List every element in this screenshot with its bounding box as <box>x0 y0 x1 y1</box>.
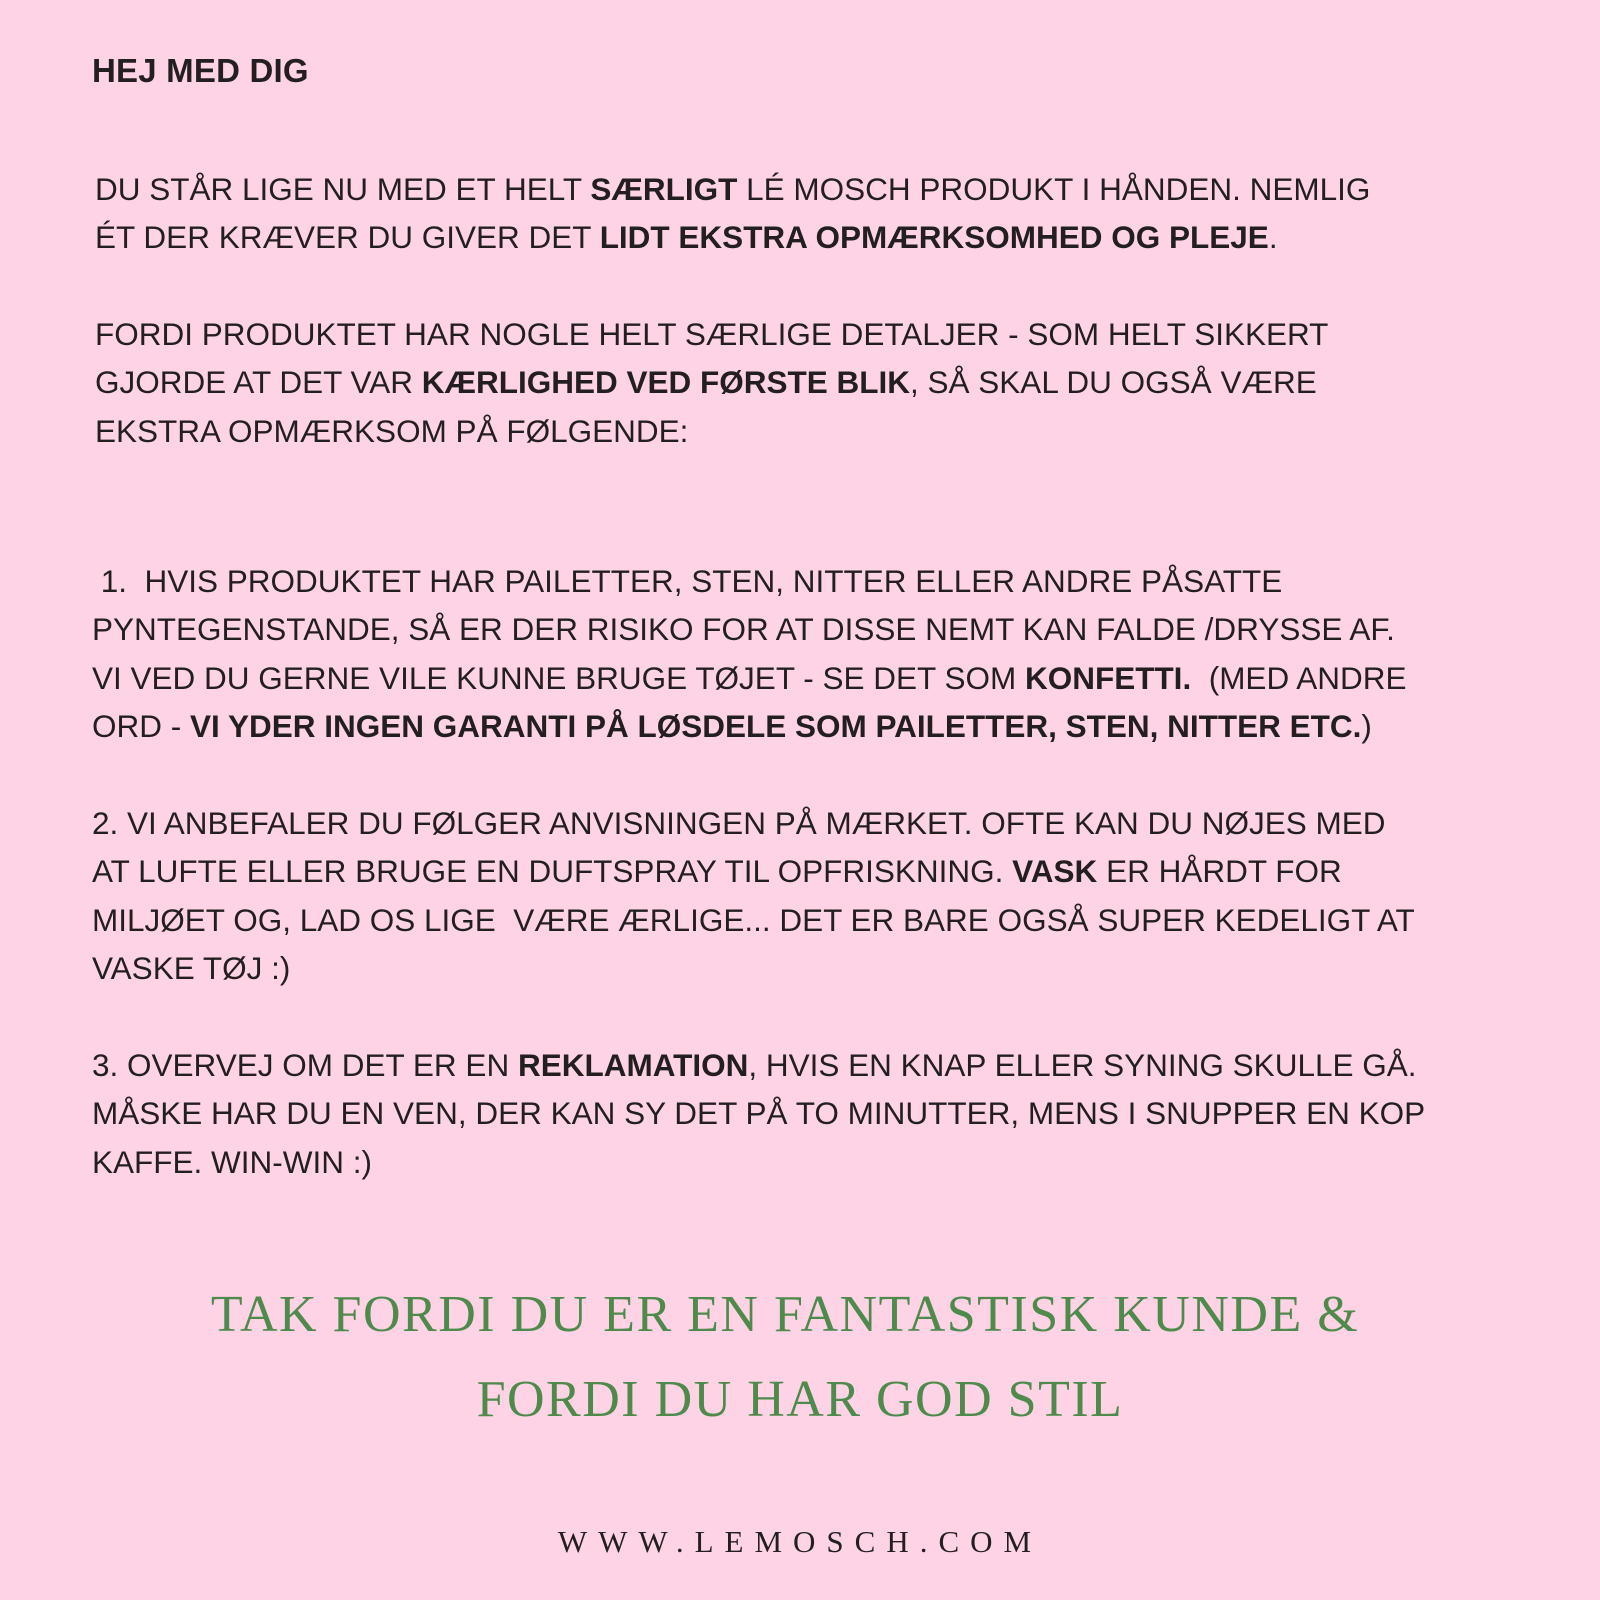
intro-line-2 <box>95 213 1370 261</box>
item2-line-2 <box>92 847 1415 895</box>
item1-line-1: 1. HVIS PRODUKTET HAR PAILETTER, STEN, NITTER ELLER ANDRE PÅSATTE <box>92 563 1283 599</box>
item1-text: VI VED DU GERNE VILE KUNNE BRUGE TØJET - SE DET SOM <box>92 659 1025 696</box>
item1-line-4 <box>92 702 1406 750</box>
greeting-heading: HEJ MED DIG <box>92 52 309 89</box>
item2-text: ER HÅRDT FOR <box>1097 853 1342 890</box>
intro-line-1 <box>95 165 1370 213</box>
detail-line-3: EKSTRA OPMÆRKSOM PÅ FØLGENDE: <box>95 412 689 449</box>
website-url: WWW.LEMOSCH.COM <box>557 1524 1043 1559</box>
item2-line-3: MILJØET OG, LAD OS LIGE VÆRE ÆRLIGE... DET ER BARE OGSÅ SUPER KEDELIGT AT <box>92 901 1415 938</box>
intro-text: ÉT DER KRÆVER DU GIVER DET <box>95 219 600 256</box>
item1-text: ORD - <box>92 707 190 744</box>
intro-text: . <box>1268 219 1278 256</box>
detail-text: , SÅ SKAL DU OGSÅ VÆRE <box>910 364 1317 401</box>
detail-line-2 <box>95 358 1328 406</box>
item2-text: AT LUFTE ELLER BRUGE EN DUFTSPRAY TIL OPFRISKNING. <box>92 853 1013 890</box>
detail-line-1: FORDI PRODUKTET HAR NOGLE HELT SÆRLIGE DETALJER - SOM HELT SIKKERT <box>95 316 1329 352</box>
item2-line-4: VASKE TØJ :) <box>92 949 291 986</box>
detail-bold: KÆRLIGHED VED FØRSTE BLIK <box>421 364 911 401</box>
item2-bold: VASK <box>1012 853 1098 890</box>
item1-text: ) <box>1361 707 1372 744</box>
detail-paragraph <box>95 310 1328 455</box>
item3-bold: REKLAMATION <box>517 1047 749 1083</box>
intro-paragraph <box>95 165 1370 262</box>
intro-bold: LIDT EKSTRA OPMÆRKSOMHED OG PLEJE <box>599 219 1269 256</box>
item3-text: , HVIS EN KNAP ELLER SYNING SKULLE GÅ. <box>748 1047 1417 1083</box>
thank-you-line-2: FORDI DU HAR GOD STIL <box>476 1371 1124 1428</box>
intro-text: DU STÅR LIGE NU MED ET HELT <box>95 171 591 207</box>
list-item-3 <box>92 1041 1425 1186</box>
item1-text: (MED ANDRE <box>1191 659 1407 696</box>
item3-line-1 <box>92 1041 1425 1089</box>
intro-bold: SÆRLIGT <box>590 171 738 207</box>
item1-line-2: PYNTEGENSTANDE, SÅ ER DER RISIKO FOR AT DISSE NEMT KAN FALDE /DRYSSE AF. <box>92 611 1395 648</box>
list-item-2 <box>92 799 1415 992</box>
item1-line-3 <box>92 654 1406 702</box>
thank-you-message <box>0 1272 1600 1442</box>
intro-text: LÉ MOSCH PRODUKT I HÅNDEN. NEMLIG <box>737 171 1371 207</box>
detail-text: GJORDE AT DET VAR <box>95 364 422 401</box>
item2-line-1: 2. VI ANBEFALER DU FØLGER ANVISNINGEN PÅ MÆRKET. OFTE KAN DU NØJES MED <box>92 805 1386 841</box>
thank-you-line-1: TAK FORDI DU ER EN FANTASTISK KUNDE & <box>210 1286 1360 1343</box>
item1-bold: KONFETTI. <box>1024 659 1192 696</box>
item3-line-3: KAFFE. WIN-WIN :) <box>92 1143 372 1180</box>
item1-bold: VI YDER INGEN GARANTI PÅ LØSDELE SOM PAILETTER, STEN, NITTER ETC. <box>190 707 1362 744</box>
item3-line-2: MÅSKE HAR DU EN VEN, DER KAN SY DET PÅ TO MINUTTER, MENS I SNUPPER EN KOP <box>92 1095 1426 1132</box>
item3-text: 3. OVERVEJ OM DET ER EN <box>92 1047 518 1083</box>
list-item-1 <box>92 557 1406 750</box>
